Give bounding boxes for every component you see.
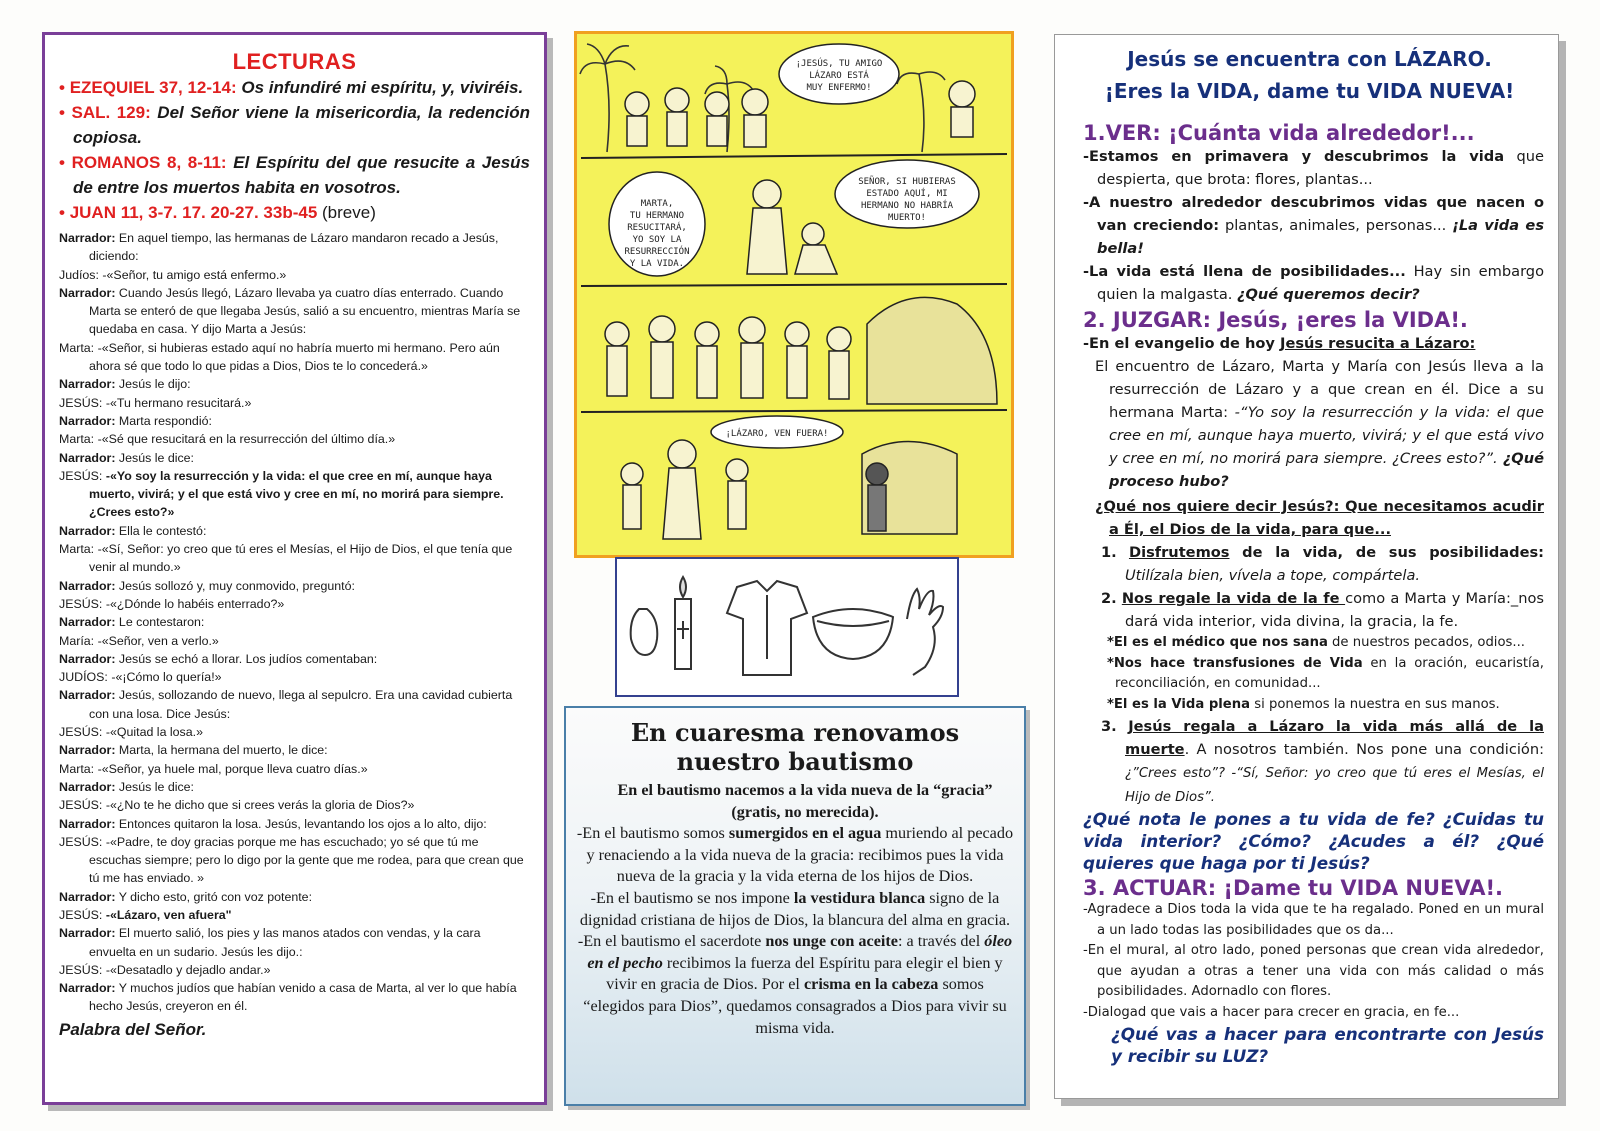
closing-line: Palabra del Señor. (59, 1019, 207, 1039)
section-ver: 1.VER: ¡Cuánta vida alrededor!... (1083, 121, 1475, 145)
dialogue-line: Narrador: Entonces quitaron la losa. Jesús, levantando los ojos a lo alto, dijo: (59, 816, 487, 831)
reading-item: • SAL. 129: Del Señor viene la misericordia, la redención copiosa. (59, 103, 530, 147)
svg-text:LÁZARO ESTÁ: LÁZARO ESTÁ (809, 71, 869, 81)
svg-text:MUERTO!: MUERTO! (888, 213, 926, 223)
baptism-oil: -En el bautismo el sacerdote nos unge con aceite: a través del óleo en el pecho recibimos la fuerza del Espíritu para elegir el bien y vivir en gracia de Dios. Por el crisma en la cabeza somos “elegidos para Dios”, quedamos consagrados a Dios para vivir su misma vida. (577, 932, 1013, 1037)
dialogue-line: JESÚS: -«Desatadlo y dejadlo andar.» (59, 962, 271, 977)
readings-panel (42, 32, 547, 1105)
dialogue-line: JESÚS: -«Quitad la losa.» (59, 725, 203, 740)
ver-p2: -A nuestro alrededor descubrimos vidas que nacen o van creciendo: plantas, animales, personas... ¡La vida es bella! (1083, 194, 1545, 257)
juzgar-p1: -En el evangelio de hoy Jesús resucita a Lázaro: (1083, 335, 1476, 352)
gospel-dialogue (59, 229, 530, 1016)
section-actuar: 3. ACTUAR: ¡Dame tu VIDA NUEVA!. (1083, 876, 1504, 900)
dialogue-line: Narrador: Jesús, sollozando de nuevo, llega al sepulcro. Era una cavidad cubierta con una losa. Dice Jesús: (59, 688, 513, 721)
svg-text:TU HERMANO: TU HERMANO (629, 211, 685, 221)
dialogue-line: JUDÍOS: -«¡Cómo lo quería!» (59, 670, 222, 685)
dialogue-line: Narrador: Marta, la hermana del muerto, le dice: (59, 743, 328, 758)
svg-text:Y LA VIDA.: Y LA VIDA. (629, 259, 685, 269)
dialogue-line: Narrador: En aquel tiempo, las hermanas de Lázaro mandaron recado a Jesús, diciendo: (59, 231, 499, 264)
baptism-title: En cuaresma renovamos nuestro bautismo (630, 718, 960, 776)
hand-icon (907, 589, 943, 675)
reflection-title-2: ¡Eres la VIDA, dame tu VIDA NUEVA! (1104, 79, 1515, 103)
comic-bubble-2: MARTA, (640, 199, 674, 209)
dialogue-line: Judíos: -«Señor, tu amigo está enfermo.» (59, 267, 287, 282)
dialogue-line: Narrador: Marta respondió: (59, 413, 212, 428)
dialogue-line: Marta: -«Sí, Señor: yo creo que tú eres el Mesías, el Hijo de Dios, el que tenía que venir al mundo.» (59, 542, 513, 575)
reading-item: • JUAN 11, 3-7. 17. 20-27. 33b-45 (breve) (59, 203, 376, 222)
baptism-garment: -En el bautismo se nos impone la vestidura blanca signo de la dignidad cristiana de hijos de Dios, la blancura del alma en gracia. (579, 888, 1011, 929)
actuar-p1: -Agradece a Dios toda la vida que te ha regalado. Poned en un mural a un lado todas las posibilidades que os da... (1083, 902, 1544, 938)
comic-bubble-1: ¡JESÚS, TU AMIGO (795, 59, 883, 69)
dialogue-line: María: -«Señor, ven a verlo.» (59, 633, 219, 648)
dialogue-line: JESÚS: -«¿No te he dicho que si crees verás la gloria de Dios?» (59, 798, 415, 813)
actuar-question: ¿Qué vas a hacer para encontrarte con Jesús y recibir su LUZ? (1111, 1024, 1544, 1066)
svg-text:HERMANO NO HABRÍA: HERMANO NO HABRÍA (860, 201, 954, 211)
baptism-symbols (615, 557, 959, 697)
ver-p1: -Estamos en primavera y descubrimos la vida que despierta, que brota: flores, plantas... (1083, 148, 1544, 188)
comic-strip (574, 31, 1014, 558)
dialogue-line: Narrador: Jesús le dice: (59, 450, 194, 465)
readings-title: LECTURAS (232, 49, 357, 74)
dialogue-line: Marta: -«Señor, ya huele mal, porque lleva cuatro días.» (59, 761, 368, 776)
dialogue-line: Narrador: Jesús sollozó y, muy conmovido, preguntó: (59, 578, 355, 593)
dialogue-line: Narrador: Jesús le dijo: (59, 377, 191, 392)
reflection-panel (1054, 34, 1559, 1099)
svg-text:MUY ENFERMO!: MUY ENFERMO! (806, 83, 872, 93)
actuar-p2: -En el mural, al otro lado, poned personas que crean vida alrededor, que ayudan a otras a tener una vida con más calidad o más posibilidades. Adornadlo con flores. (1083, 943, 1544, 999)
baptism-water: -En el bautismo somos sumergidos en el agua muriendo al pecado y renaciendo a la vida nueva de la gracia: recibimos pues la vida nueva de la gracia y la vida eterna de los hijos de Dios. (576, 824, 1014, 886)
dialogue-line: Narrador: Jesús le dice: (59, 779, 194, 794)
readings-list (59, 75, 530, 225)
ver-p3: -La vida está llena de posibilidades... Hay sin embargo quien la malgasta. ¿Qué queremos decir? (1083, 263, 1545, 303)
juzgar-item-2: 2. Nos regale la vida de la fe como a Marta y María:_nos dará vida interior, vida divina, la gracia, la fe. (1101, 590, 1544, 630)
dialogue-line: Narrador: Y dicho esto, gritó con voz potente: (59, 889, 313, 904)
dialogue-line: Narrador: Y muchos judíos que habían venido a casa de Marta, al ver lo que había hecho Jesús, creyeron en él. (59, 981, 517, 1014)
dialogue-line: Narrador: Ella le contestó: (59, 523, 207, 538)
juzgar-sub-3: *El es la Vida plena si ponemos la nuestra en sus manos. (1107, 696, 1500, 712)
dialogue-line: Narrador: Cuando Jesús llegó, Lázaro llevaba ya cuatro días enterrado. Cuando Marta se enteró de que llegaba Jesús, salió a su encuentro, mientras María se quedaba en casa. Y dijo Marta a Jesús: (59, 285, 521, 337)
baptism-box (564, 706, 1026, 1106)
dialogue-line: Narrador: Jesús se echó a llorar. Los judíos comentaban: (59, 651, 378, 666)
dialogue-line: JESÚS: -«Lázaro, ven afuera" (59, 907, 232, 922)
dialogue-line: Narrador: Le contestaron: (59, 615, 205, 630)
water-bowl-icon (813, 609, 893, 659)
symbols-illustration (617, 559, 957, 695)
oil-vial-icon (631, 609, 658, 655)
baptism-intro: En el bautismo nacemos a la vida nueva de la “gracia” (gratis, no merecida). (617, 781, 993, 821)
juzgar-p2: El encuentro de Lázaro, Marta y María con Jesús lleva a la resurrección de Lázaro y a que crean en él. Dice a su hermana Marta: -“Yo soy la resurrección y la vida: el que cree en mí, aunque haya muerto, vivirá; y el que está vivo y cree en mí, no morirá para siempre. ¿Crees esto?”. ¿Qué proceso hubo? (1095, 358, 1544, 490)
dialogue-line: JESÚS: -«Tu hermano resucitará.» (59, 395, 252, 410)
svg-text:YO SOY LA: YO SOY LA (632, 235, 682, 245)
reflection-title-1: Jesús se encuentra con LÁZARO. (1127, 47, 1492, 71)
juzgar-sub-2: *Nos hace transfusiones de Vida en la oración, eucaristía, reconciliación, en comunidad... (1107, 655, 1544, 691)
svg-text:ESTADO AQUÍ, MI: ESTADO AQUÍ, MI (866, 189, 948, 199)
dialogue-line: JESÚS: -«Yo soy la resurrección y la vida: el que cree en mí, aunque haya muerto, vivirá; y el que está vivo y cree en mí, no morirá para siempre. ¿Crees esto?» (59, 468, 504, 520)
reading-item: • ROMANOS 8, 8-11: El Espíritu del que resucite a Jesús de entre los muertos habita en vosotros. (59, 153, 530, 197)
section-juzgar: 2. JUZGAR: Jesús, ¡eres la VIDA!. (1083, 308, 1468, 332)
dialogue-line: JESÚS: -«Padre, te doy gracias porque me has escuchado; yo sé que tú me escuchas siempre; pero lo digo por la gente que me rodea, para que crean que tú me has enviado. » (59, 834, 524, 886)
reading-item: • EZEQUIEL 37, 12-14: Os infundiré mi espíritu, y, viviréis. (59, 78, 524, 97)
comic-bubble-4: ¡LÁZARO, VEN FUERA! (725, 429, 829, 439)
juzgar-item-1: 1. Disfrutemos de la vida, de sus posibilidades: Utilízala bien, vívela a tope, compártela. (1101, 544, 1545, 584)
comic-illustration (577, 34, 1011, 555)
dialogue-line: Marta: -«Señor, si hubieras estado aquí no habría muerto mi hermano. Pero aún ahora sé que todo lo que pidas a Dios, Dios te lo concederá.» (59, 340, 500, 374)
actuar-p3: -Dialogad que vais a hacer para crecer en gracia, en fe... (1083, 1004, 1460, 1020)
dialogue-line: Marta: -«Sé que resucitará en la resurrección del último día.» (59, 432, 396, 447)
juzgar-question: ¿Qué nota le pones a tu vida de fe? ¿Cuidas tu vida interior? ¿Cómo? ¿Acudes a él? ¿Qué quieres que haga por ti Jesús? (1083, 809, 1544, 873)
juzgar-p3: ¿Qué nos quiere decir Jesús?: Que necesitamos acudir a Él, el Dios de la vida, para que... (1095, 498, 1544, 538)
dialogue-line: JESÚS: -«¿Dónde lo habéis enterrado?» (59, 596, 285, 611)
svg-text:RESUCITARÁ,: RESUCITARÁ, (627, 223, 687, 233)
juzgar-sub-1: *El es el médico que nos sana de nuestros pecados, odios... (1107, 635, 1525, 650)
svg-text:RESURRECCIÓN: RESURRECCIÓN (624, 247, 690, 257)
juzgar-item-3: 3. Jesús regala a Lázaro la vida más allá de la muerte. A nosotros también. Nos pone una condición: ¿”Crees esto”? -“Sí, Señor: yo creo que tú eres el Mesías, el Hijo de Dios”. (1101, 718, 1544, 805)
comic-bubble-3: SEÑOR, SI HUBIERAS (858, 177, 956, 187)
dialogue-line: Narrador: El muerto salió, los pies y las manos atados con vendas, y la cara envuelta en un sudario. Jesús les dijo.: (59, 926, 481, 959)
